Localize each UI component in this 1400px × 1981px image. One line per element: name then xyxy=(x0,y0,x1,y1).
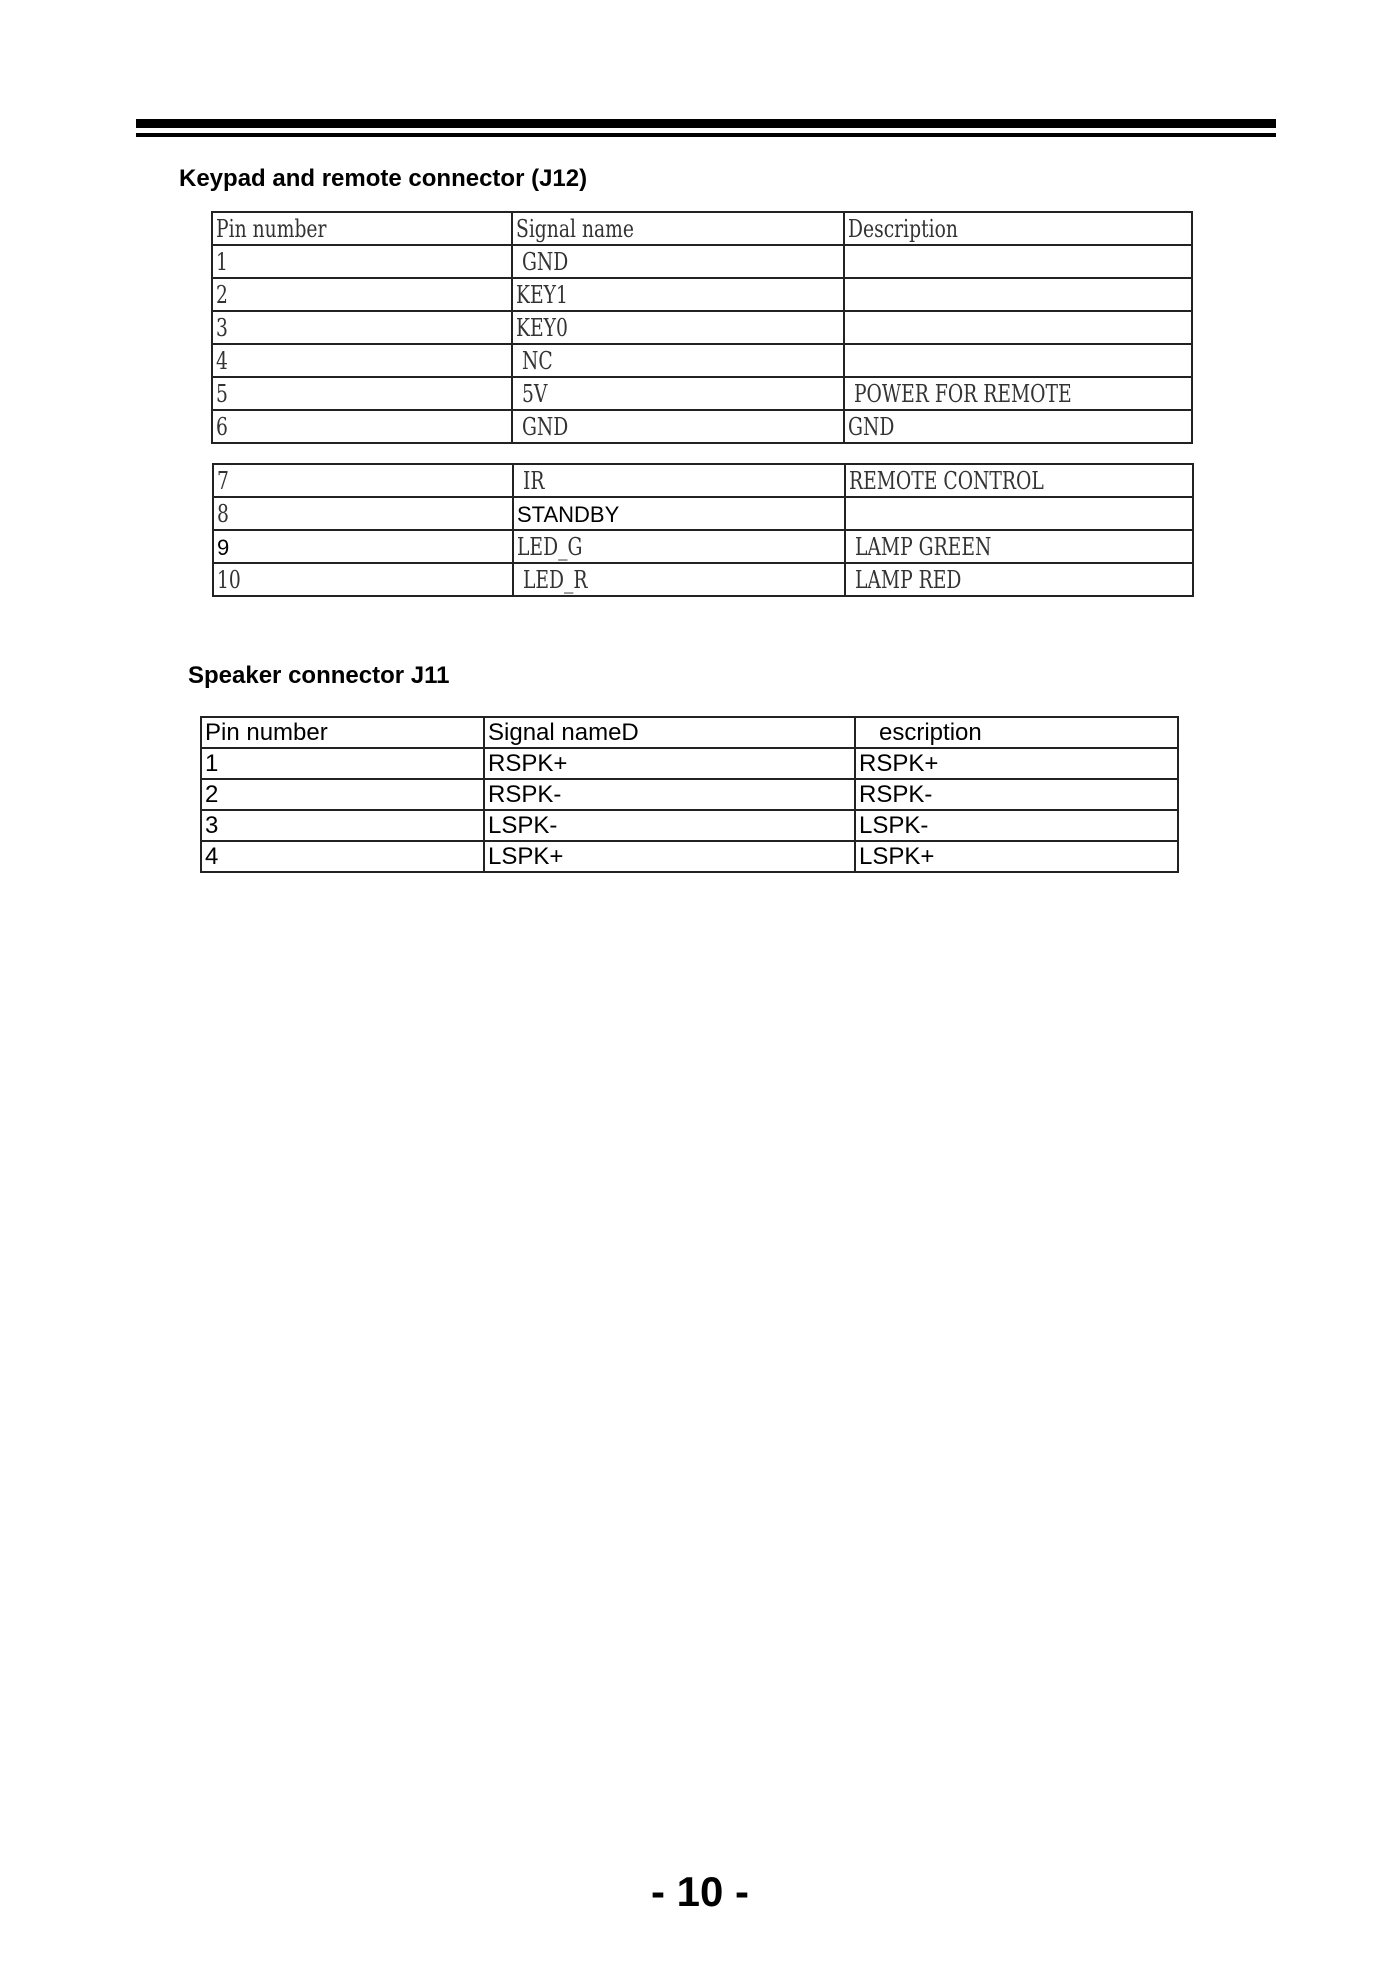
pin-cell: 6 xyxy=(212,410,512,443)
signal-cell: IR xyxy=(513,464,845,497)
signal-cell: KEY1 xyxy=(512,278,844,311)
pin-cell: 7 xyxy=(213,464,513,497)
signal-cell: NC xyxy=(512,344,844,377)
header-pin-number: Pin number xyxy=(212,212,512,245)
pin-cell: 3 xyxy=(201,810,484,841)
section-title-j12: Keypad and remote connector (J12) xyxy=(179,165,588,192)
table-row xyxy=(212,311,1192,344)
table-header-row xyxy=(212,212,1192,245)
table-row xyxy=(212,245,1192,278)
description-cell xyxy=(844,245,1192,278)
signal-cell: GND xyxy=(512,245,844,278)
description-cell: LSPK- xyxy=(855,810,1178,841)
description-cell: LAMP GREEN xyxy=(845,530,1193,563)
pin-cell: 4 xyxy=(212,344,512,377)
j11-table xyxy=(200,716,1179,873)
description-cell: LAMP RED xyxy=(845,563,1193,596)
table-row xyxy=(201,779,1178,810)
header-description: escription xyxy=(855,717,1178,748)
pin-cell: 8 xyxy=(213,497,513,530)
description-cell: RSPK- xyxy=(855,779,1178,810)
signal-cell: GND xyxy=(512,410,844,443)
signal-cell: LED_G xyxy=(513,530,845,563)
pin-cell: 1 xyxy=(201,748,484,779)
header-pin-number: Pin number xyxy=(201,717,484,748)
signal-cell: STANDBY xyxy=(513,497,845,530)
pin-cell: 1 xyxy=(212,245,512,278)
table-row xyxy=(212,278,1192,311)
description-cell xyxy=(845,497,1193,530)
header-rule-thin xyxy=(136,133,1276,137)
signal-cell: LSPK- xyxy=(484,810,855,841)
signal-cell: LSPK+ xyxy=(484,841,855,872)
table-row xyxy=(212,410,1192,443)
signal-cell: 5V xyxy=(512,377,844,410)
signal-cell: KEY0 xyxy=(512,311,844,344)
pin-cell: 4 xyxy=(201,841,484,872)
table-row xyxy=(213,464,1193,497)
table-row xyxy=(201,810,1178,841)
header-signal-name: Signal nameD xyxy=(484,717,855,748)
header-description: Description xyxy=(844,212,1192,245)
j12-table-top xyxy=(211,211,1193,444)
j12-table-bottom xyxy=(212,463,1194,597)
section-title-j11: Speaker connector J11 xyxy=(188,662,450,689)
pin-cell: 9 xyxy=(213,530,513,563)
signal-cell: LED_R xyxy=(513,563,845,596)
table-row xyxy=(212,377,1192,410)
table-row xyxy=(212,344,1192,377)
table-header-row xyxy=(201,717,1178,748)
pin-cell: 2 xyxy=(212,278,512,311)
table-row xyxy=(213,563,1193,596)
page-number: - 10 - xyxy=(650,1868,750,1915)
signal-cell: RSPK+ xyxy=(484,748,855,779)
header-rule-thick xyxy=(136,119,1276,128)
signal-cell: RSPK- xyxy=(484,779,855,810)
table-row xyxy=(213,530,1193,563)
header-signal-name: Signal name xyxy=(512,212,844,245)
description-cell: LSPK+ xyxy=(855,841,1178,872)
description-cell xyxy=(844,278,1192,311)
description-cell xyxy=(844,344,1192,377)
pin-cell: 10 xyxy=(213,563,513,596)
description-cell: REMOTE CONTROL xyxy=(845,464,1193,497)
pin-cell: 5 xyxy=(212,377,512,410)
description-cell xyxy=(844,311,1192,344)
table-row xyxy=(213,497,1193,530)
pin-cell: 3 xyxy=(212,311,512,344)
description-cell: RSPK+ xyxy=(855,748,1178,779)
description-cell: GND xyxy=(844,410,1192,443)
table-row xyxy=(201,748,1178,779)
description-cell: POWER FOR REMOTE xyxy=(844,377,1192,410)
table-row xyxy=(201,841,1178,872)
pin-cell: 2 xyxy=(201,779,484,810)
